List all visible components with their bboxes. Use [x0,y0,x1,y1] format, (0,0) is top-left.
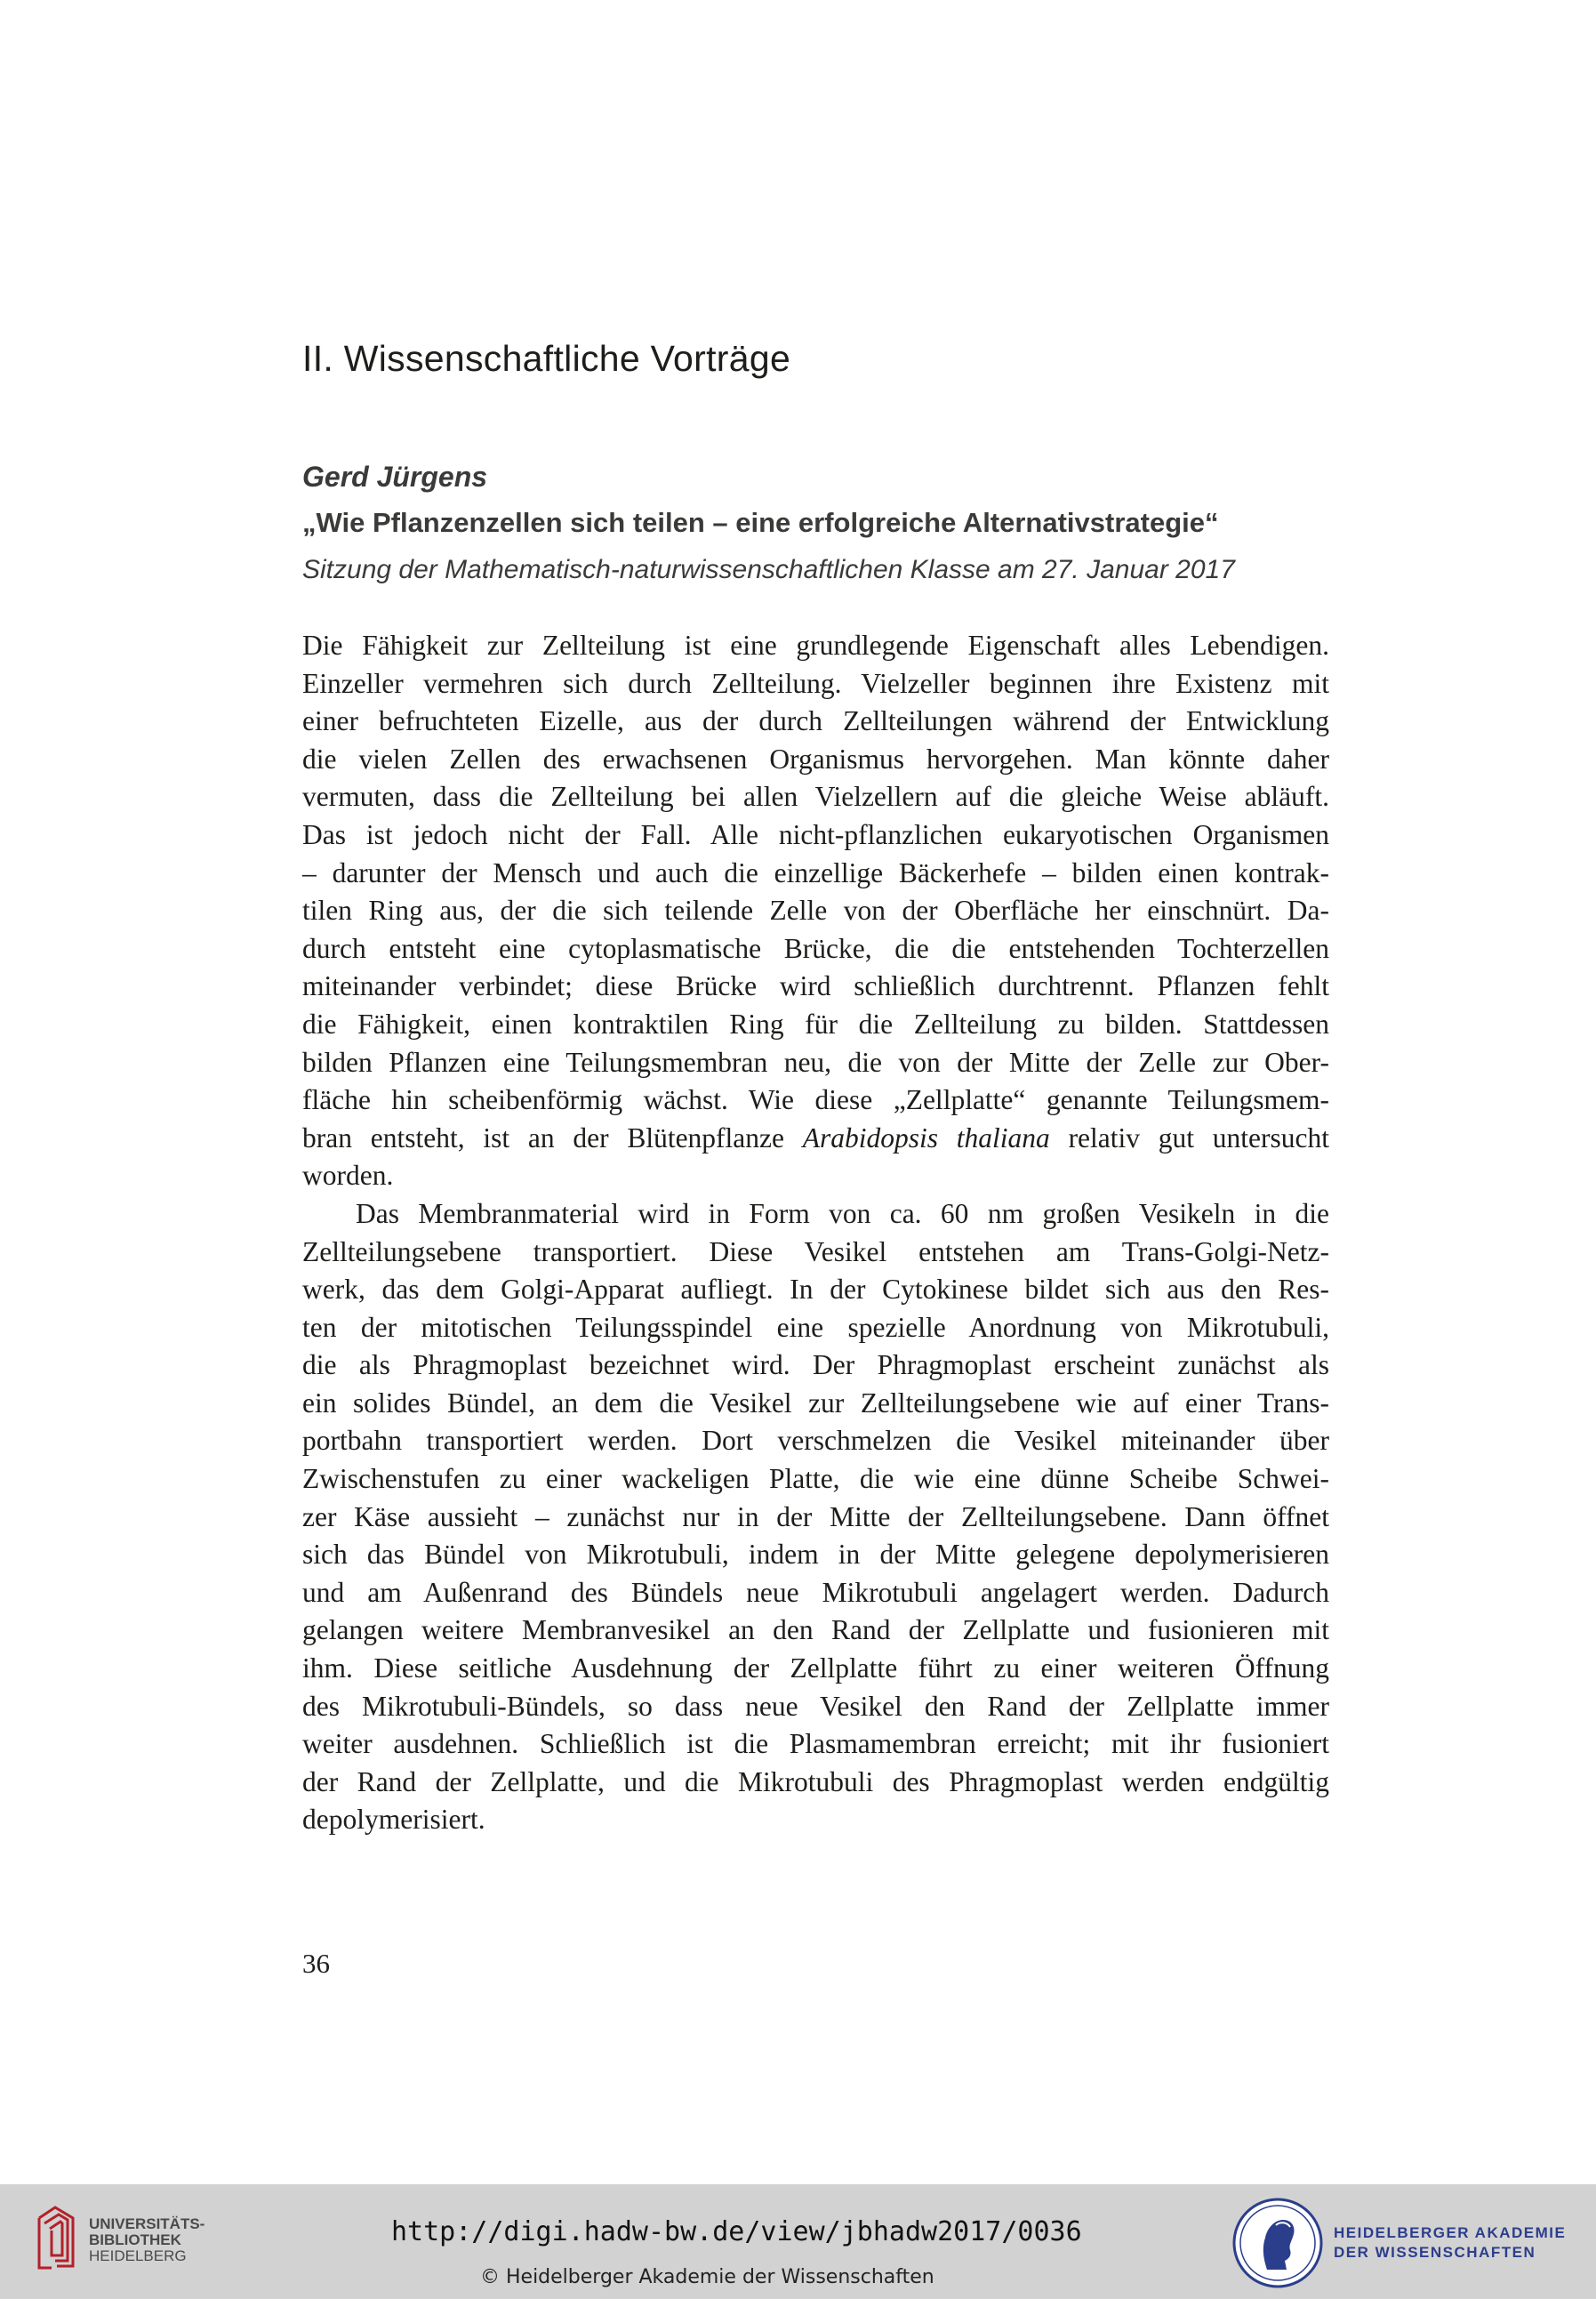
text-line: depolymerisiert. [302,1804,485,1836]
text-line [302,1120,1329,1158]
text-line: miteinander verbindet; diese Brücke wird schließlich durchtrennt. Pflanzen fehlt [302,970,1329,1002]
viewer-footer [0,2184,1596,2299]
body-text [302,627,1329,1839]
text-line: des Mikrotubuli-Bündels, so dass neue Vesikel den Rand der Zellplatte immer [302,1690,1329,1722]
permalink-url[interactable]: http://digi.hadw-bw.de/view/jbhadw2017/0036 [391,2216,1082,2247]
academy-name [1334,2223,1566,2263]
library-name-line: UNIVERSITÄTS- [89,2215,205,2232]
copyright-notice: © Heidelberger Akademie der Wissenschaften [480,2266,934,2288]
text-line: ihm. Diese seitliche Ausdehnung der Zellplatte führt zu einer weiteren Öffnung [302,1652,1329,1684]
academy-name-line: DER WISSENSCHAFTEN [1334,2244,1536,2261]
text-line: werk, das dem Golgi-Apparat aufliegt. In der Cytokinese bildet sich aus den Res- [302,1274,1329,1306]
text-line: gelangen weitere Membranvesikel an den Rand der Zellplatte und fusionieren mit [302,1614,1329,1646]
text-line: einer befruchteten Eizelle, aus der durch Zellteilungen während der Entwicklung [302,705,1329,737]
library-name [89,2216,205,2264]
lecture-author: Gerd Jürgens [302,461,488,493]
lecture-title: „Wie Pflanzenzellen sich teilen – eine erfolgreiche Alternativstrategie“ [302,507,1219,538]
text-line: vermuten, dass die Zellteilung bei allen Vielzellern auf die gleiche Weise abläuft. [302,781,1329,813]
section-title: II. Wissenschaftliche Vorträge [302,338,791,379]
text-line: Zwischenstufen zu einer wackeligen Platte, die wie eine dünne Scheibe Schwei- [302,1463,1329,1495]
academy-seal-icon [1231,2197,1324,2289]
paragraph-1 [302,627,1329,1195]
text-line: ten der mitotischen Teilungsspindel eine spezielle Anordnung von Mikrotubuli, [302,1311,1329,1343]
text-line: fläche hin scheibenförmig wächst. Wie diese „Zellplatte“ genannte Teilungsmem- [302,1084,1329,1116]
text-line: Das ist jedoch nicht der Fall. Alle nicht-pflanzlichen eukaryotischen Organismen [302,818,1329,850]
text-line: die vielen Zellen des erwachsenen Organismus hervorgehen. Man könnte daher [302,743,1329,775]
library-logo-icon [36,2200,76,2271]
text-line: durch entsteht eine cytoplasmatische Brücke, die die entstehenden Tochterzellen [302,932,1329,964]
text-line: tilen Ring aus, der die sich teilende Zelle von der Oberfläche her einschnürt. Da- [302,895,1329,927]
text-span: relativ gut untersucht [1049,1121,1330,1154]
text-line: portbahn transportiert werden. Dort verschmelzen die Vesikel miteinander über [302,1425,1329,1457]
text-line: die als Phragmoplast bezeichnet wird. Der Phragmoplast erscheint zunächst als [302,1349,1329,1381]
text-line: Einzeller vermehren sich durch Zellteilung. Vielzeller beginnen ihre Existenz mit [302,667,1329,699]
text-line: ein solides Bündel, an dem die Vesikel zur Zellteilungsebene wie auf einer Trans- [302,1387,1329,1419]
species-name: Arabidopsis thaliana [802,1121,1050,1154]
text-line: die Fähigkeit, einen kontraktilen Ring für die Zellteilung zu bilden. Stattdessen [302,1008,1329,1040]
paragraph-2 [302,1195,1329,1839]
text-line: Das Membranmaterial wird in Form von ca. 60 nm großen Vesikeln in die [356,1197,1329,1229]
text-line: der Rand der Zellplatte, und die Mikrotubuli des Phragmoplast werden endgültig [302,1765,1329,1797]
text-line: Zellteilungsebene transportiert. Diese Vesikel entstehen am Trans-Golgi-Netz- [302,1235,1329,1267]
text-line: – darunter der Mensch und auch die einzellige Bäckerhefe – bilden einen kontrak- [302,856,1329,888]
text-line: weiter ausdehnen. Schließlich ist die Plasmamembran erreicht; mit ihr fusioniert [302,1728,1329,1760]
library-name-line: HEIDELBERG [89,2247,187,2264]
text-span: bran entsteht, ist an der Blütenpflanze [302,1121,803,1154]
page-number: 36 [302,1948,330,1979]
text-line: zer Käse aussieht – zunächst nur in der Mitte der Zellteilungsebene. Dann öffnet [302,1500,1329,1532]
library-name-line: BIBLIOTHEK [89,2231,181,2248]
academy-name-line: HEIDELBERGER AKADEMIE [1334,2224,1567,2241]
text-line: worden. [302,1160,394,1192]
session-info: Sitzung der Mathematisch-naturwissenschaftlichen Klasse am 27. Januar 2017 [302,555,1235,584]
text-line: bilden Pflanzen eine Teilungsmembran neu, die von der Mitte der Zelle zur Ober- [302,1046,1329,1078]
text-line: und am Außenrand des Bündels neue Mikrotubuli angelagert werden. Dadurch [302,1576,1329,1608]
text-line: sich das Bündel von Mikrotubuli, indem in der Mitte gelegene depolymerisieren [302,1539,1329,1571]
text-line: Die Fähigkeit zur Zellteilung ist eine grundlegende Eigenschaft alles Lebendigen. [302,630,1329,661]
